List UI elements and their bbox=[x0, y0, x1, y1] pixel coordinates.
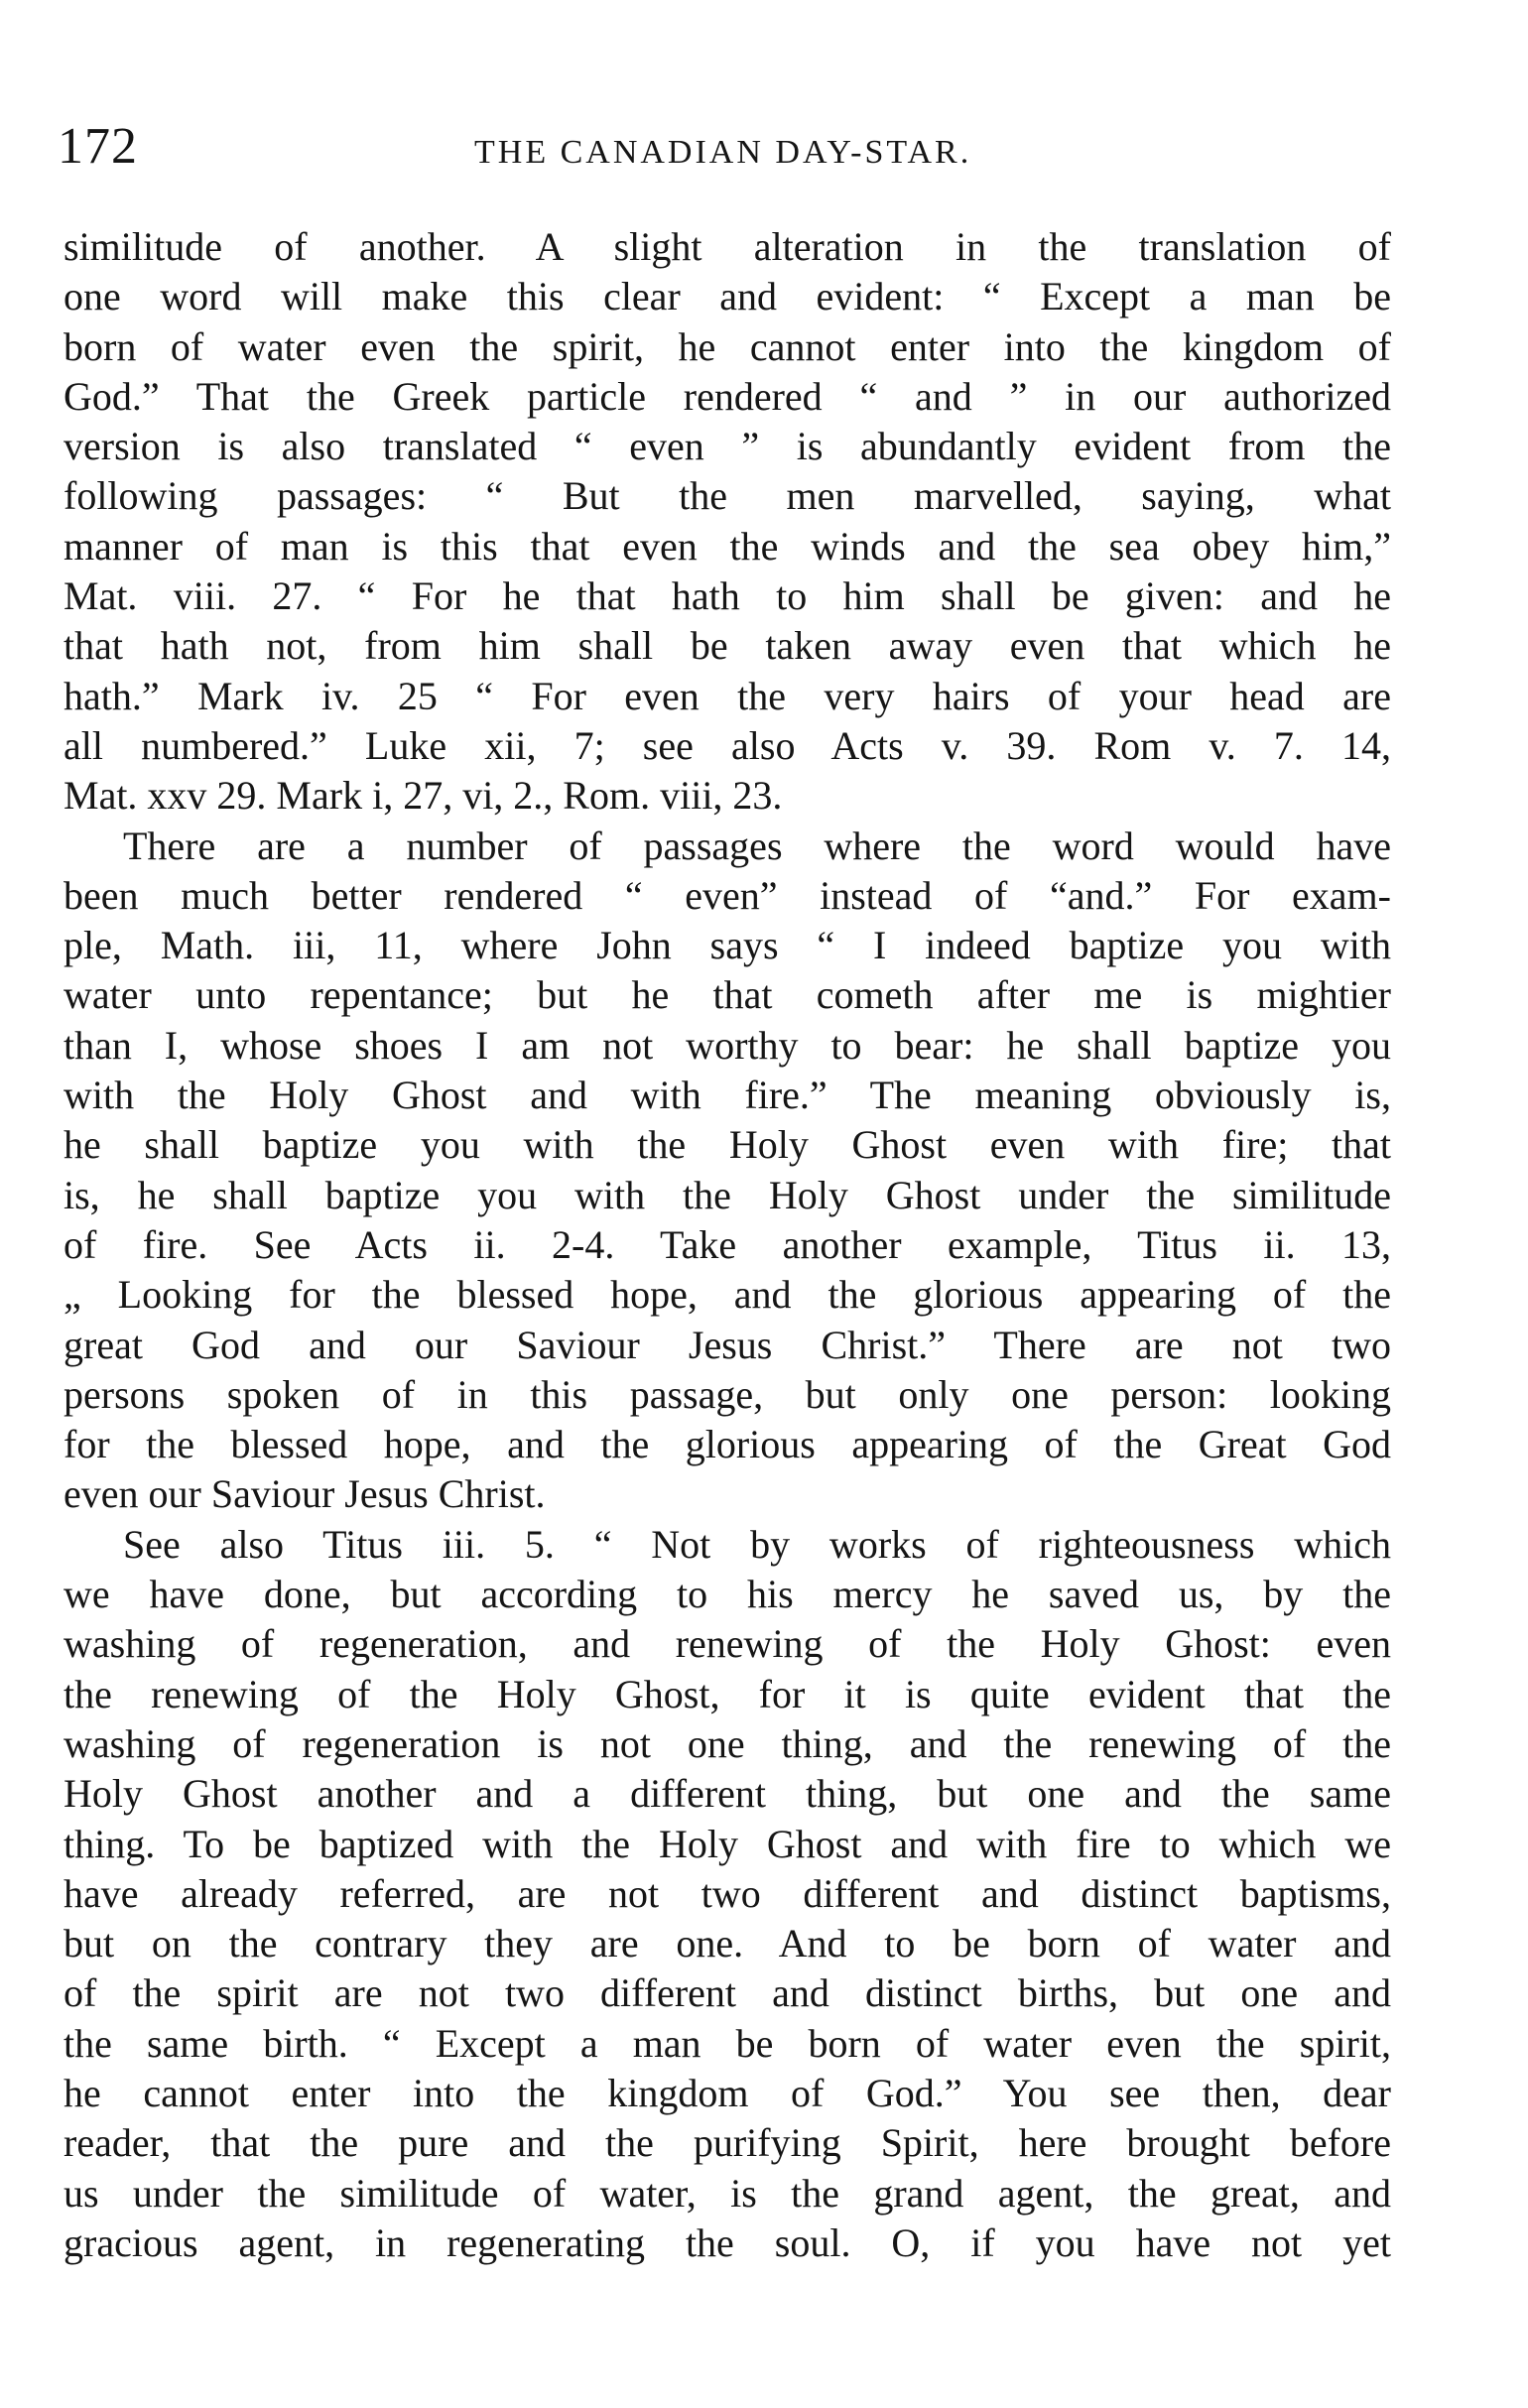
text-line: the renewing of the Holy Ghost, for it is quite evident that the bbox=[64, 1671, 1391, 1716]
text-line: reader, that the pure and the purifying Spirit, here brought before bbox=[64, 2120, 1391, 2166]
text-line: ple, Math. iii, 11, where John says “ I indeed baptize you with bbox=[64, 923, 1391, 968]
text-line: that hath not, from him shall be taken away even that which he bbox=[64, 623, 1391, 669]
text-line: is, he shall baptize you with the Holy Ghost under the similitude bbox=[64, 1172, 1391, 1217]
text-line: thing. To be baptized with the Holy Ghost and with fire to which we bbox=[64, 1821, 1391, 1866]
text-line: great God and our Saviour Jesus Christ.” There are not two bbox=[64, 1322, 1391, 1367]
text-line: See also Titus iii. 5. “ Not by works of righteousness which bbox=[123, 1521, 1391, 1567]
text-line: us under the similitude of water, is the grand agent, the great, and bbox=[64, 2170, 1391, 2216]
text-line: washing of regeneration, and renewing of the Holy Ghost: even bbox=[64, 1621, 1391, 1667]
text-line: version is also translated “ even ” is abundantly evident from the bbox=[64, 424, 1391, 469]
text-line: of the spirit are not two different and distinct births, but one and bbox=[64, 1970, 1391, 2016]
text-line: hath.” Mark iv. 25 “ For even the very hairs of your head are bbox=[64, 673, 1391, 718]
text-line: manner of man is this that even the winds and the sea obey him,” bbox=[64, 523, 1391, 569]
text-line: There are a number of passages where the word would have bbox=[123, 823, 1391, 868]
text-line: than I, whose shoes I am not worthy to bear: he shall baptize you bbox=[64, 1022, 1391, 1068]
text-line: similitude of another. A slight alteration in the translation of bbox=[64, 224, 1391, 269]
text-line: been much better rendered “ even” instead of “and.” For exam- bbox=[64, 872, 1391, 918]
text-line: God.” That the Greek particle rendered “ and ” in our authorized bbox=[64, 373, 1391, 419]
text-line: gracious agent, in regenerating the soul. O, if you have not yet bbox=[64, 2219, 1391, 2265]
text-line: „ Looking for the blessed hope, and the glorious appearing of the bbox=[64, 1272, 1391, 1318]
running-head bbox=[58, 115, 1387, 179]
text-line: even our Saviour Jesus Christ. bbox=[64, 1471, 546, 1517]
page-number: 172 bbox=[58, 118, 138, 175]
text-line: for the blessed hope, and the glorious appearing of the Great God bbox=[64, 1422, 1391, 1467]
text-line: Mat. viii. 27. “ For he that hath to him shall be given: and he bbox=[64, 573, 1391, 619]
text-line: born of water even the spirit, he cannot enter into the kingdom of bbox=[64, 323, 1391, 369]
running-title: THE CANADIAN DAY-STAR. bbox=[474, 134, 972, 171]
text-line: water unto repentance; but he that cometh after me is mightier bbox=[64, 972, 1391, 1018]
text-line: we have done, but according to his mercy he saved us, by the bbox=[64, 1572, 1391, 1617]
body-text bbox=[64, 222, 1391, 2268]
text-line: all numbered.” Luke xii, 7; see also Acts v. 39. Rom v. 7. 14, bbox=[64, 722, 1391, 768]
text-line: have already referred, are not two different and distinct baptisms, bbox=[64, 1870, 1391, 1916]
text-line: but on the contrary they are one. And to be born of water and bbox=[64, 1921, 1391, 1966]
text-line: the same birth. “ Except a man be born of water even the spirit, bbox=[64, 2020, 1391, 2066]
text-line: Holy Ghost another and a different thing, but one and the same bbox=[64, 1771, 1391, 1817]
text-line: washing of regeneration is not one thing, and the renewing of the bbox=[64, 1720, 1391, 1766]
text-line: of fire. See Acts ii. 2-4. Take another example, Titus ii. 13, bbox=[64, 1221, 1391, 1267]
text-line: he shall baptize you with the Holy Ghost even with fire; that bbox=[64, 1122, 1391, 1168]
text-line: persons spoken of in this passage, but only one person: looking bbox=[64, 1371, 1391, 1417]
text-line: with the Holy Ghost and with fire.” The meaning obviously is, bbox=[64, 1073, 1391, 1118]
text-line: Mat. xxv 29. Mark i, 27, vi, 2., Rom. viii, 23. bbox=[64, 773, 783, 819]
text-line: he cannot enter into the kingdom of God.” You see then, dear bbox=[64, 2070, 1391, 2115]
text-line: following passages: “ But the men marvelled, saying, what bbox=[64, 473, 1391, 519]
text-line: one word will make this clear and evident: “ Except a man be bbox=[64, 274, 1391, 319]
